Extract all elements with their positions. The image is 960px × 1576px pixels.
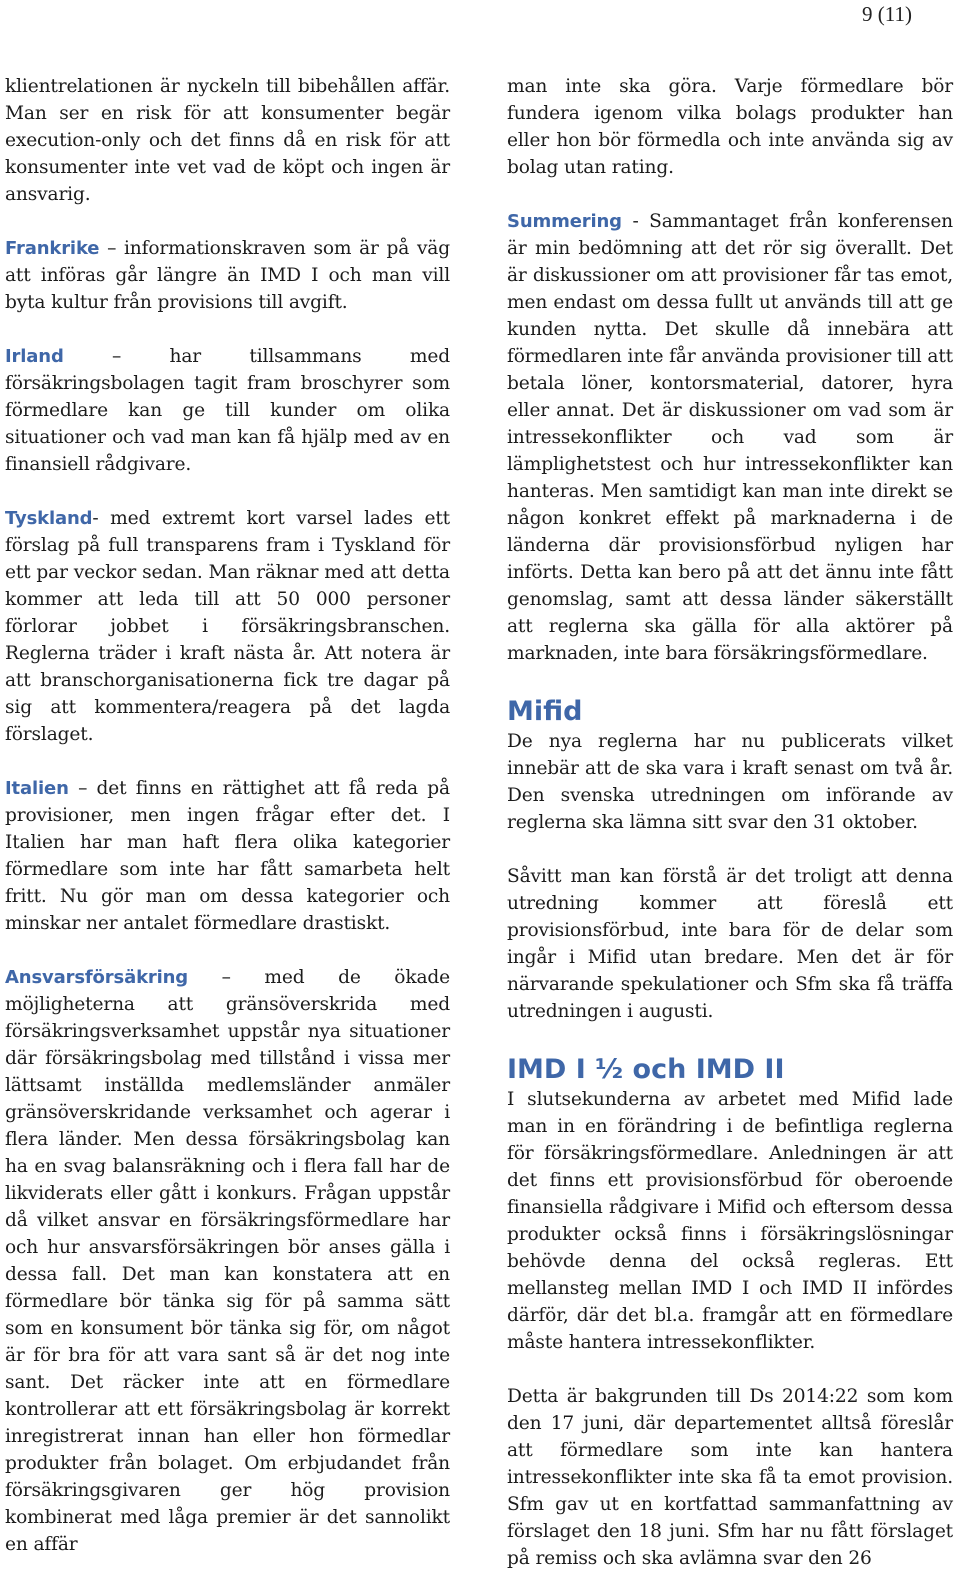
right-column (507, 73, 953, 1576)
paragraph-text: – informationskraven som är på väg att införas går längre än IMD I och man vill byta kultur från provisions till avgift. (5, 238, 450, 313)
paragraph-ansvarsforsakring (5, 964, 450, 1558)
heading-imd: IMD I ½ och IMD II (507, 1054, 785, 1085)
paragraph-text: - med extremt kort varsel lades ett förslag på full transparens fram i Tyskland för ett par veckor sedan. Man räknar med att detta kommer att leda till att 50 000 personer förlorar jobbet i försäkringsbranschen. Reglerna träder i kraft nästa år. Att notera är att branschorganisationerna fick tre dagar på sig att kommentera/reagera på det lagda förslaget. (5, 508, 450, 745)
paragraph-tyskland (5, 505, 450, 748)
keyword-tyskland: Tyskland (5, 508, 93, 529)
keyword-irland: Irland (5, 346, 64, 367)
left-column (5, 73, 450, 1576)
paragraph-italien (5, 775, 450, 937)
paragraph-frankrike (5, 235, 450, 316)
heading-mifid: Mifid (507, 696, 583, 727)
paragraph-continuation: man inte ska göra. Varje förmedlare bör fundera igenom vilka bolags produkter han eller hon bör förmedla och inte använda sig av bolag utan rating. (507, 76, 953, 178)
keyword-ansvarsforsakring: Ansvarsförsäkring (5, 967, 189, 988)
paragraph-irland (5, 343, 450, 478)
paragraph-text: - Sammantaget från konferensen är min bedömning att det rör sig överallt. Det är diskussioner om att provisioner får tas emot, men endast om dessa fullt ut används till att ge kunden nytta. Det skulle då innebära att förmedlaren inte får använda provisioner till att betala löner, kontorsmaterial, datorer, hyra eller annat. Det är diskussioner om vad som är intressekonflikter och vad som är lämplighetstest och hur intressekonflikter kan hanteras. Men samtidigt kan man inte direkt se någon konkret effekt på marknaderna i de länderna där provisionsförbud nyligen har införts. Detta kan bero på att det ännu inte fått genomslag, samt att dessa länder säkerställt att reglerna ska gälla för alla aktörer på marknaden, inte bara försäkringsförmedlare. (507, 211, 953, 664)
paragraph-text: – det finns en rättighet att få reda på provisioner, men ingen frågar efter det. I Italien har man haft flera olika kategorier förmedlare som inte har fått samarbeta helt fritt. Nu gör man om dessa kategorier och minskar ner antalet förmedlare drastiskt. (5, 778, 450, 934)
keyword-frankrike: Frankrike (5, 238, 100, 259)
paragraph-imd-1: I slutsekunderna av arbetet med Mifid lade man in en förändring i de befintliga reglerna för försäkringsförmedlare. Anledningen är att det finns ett provisionsförbud för oberoende finansiella rådgivare i Mifid och eftersom dessa produkter också finns i försäkringslösningar behövde denna del också regleras. Ett mellansteg mellan IMD I och IMD II infördes därför, där det bl.a. framgår att en förmedlare måste hantera intressekonflikter. (507, 1089, 953, 1353)
keyword-italien: Italien (5, 778, 69, 799)
paragraph-imd-2: Detta är bakgrunden till Ds 2014:22 som kom den 17 juni, där departementet alltså föreslår att förmedlare som inte kan hantera intressekonflikter inte ska få ta emot provision. Sfm gav ut en kortfattad sammanfattning av förslaget den 18 juni. Sfm har nu fått förslaget på remiss och ska avlämna svar den 26 (507, 1386, 953, 1569)
keyword-summering: Summering (507, 211, 622, 232)
page-number: 9 (11) (862, 2, 912, 26)
paragraph-continuation: klientrelationen är nyckeln till bibehållen affär. Man ser en risk för att konsumenter begär execution-only och det finns då en risk för att konsumenter inte vet vad de köpt och ingen är ansvarig. (5, 76, 450, 205)
paragraph-summering (507, 208, 953, 667)
paragraph-text: – med de ökade möjligheterna att gränsöverskrida med försäkringsverksamhet uppstår nya situationer där försäkringsbolag med tillstånd i vissa mer lättsamt inställda medlemsländer anmäler gränsöverskridande verksamhet och agerar i flera länder. Men dessa försäkringsbolag kan ha en svag balansräkning och i flera fall har de likviderats eller gått i konkurs. Frågan uppstår då vilket ansvar en försäkringsförmedlare har och hur ansvarsförsäkringen bör anses gälla i dessa fall. Det man kan konstatera att en förmedlare bör tänka sig för på samma sätt som en konsument bör tänka sig för, om något är för bra för att vara sant så är det nog inte sant. Det räcker inte att en förmedlare kontrollerar att ett försäkringsbolag är korrekt inregistrerat innan han eller hon förmedlar produkter från bolaget. Om erbjudandet från försäkringsgivaren ger hög provision kombinerat med låga premier är det sannolikt en affär (5, 967, 450, 1555)
paragraph-mifid-2: Såvitt man kan förstå är det troligt att denna utredning kommer att föreslå ett provisionsförbud, inte bara för de delar som ingår i Mifid utan bredare. Men det är för närvarande spekulationer och Sfm ska få träffa utredningen i augusti. (507, 866, 953, 1022)
paragraph-mifid-1: De nya reglerna har nu publicerats vilket innebär att de ska vara i kraft senast om två år. Den svenska utredningen om införande av reglerna ska lämna sitt svar den 31 oktober. (507, 731, 953, 833)
paragraph-text: – har tillsammans med försäkringsbolagen tagit fram broschyrer som förmedlare kan ge till kunder om olika situationer och vad man kan få hjälp med av en finansiell rådgivare. (5, 346, 450, 475)
